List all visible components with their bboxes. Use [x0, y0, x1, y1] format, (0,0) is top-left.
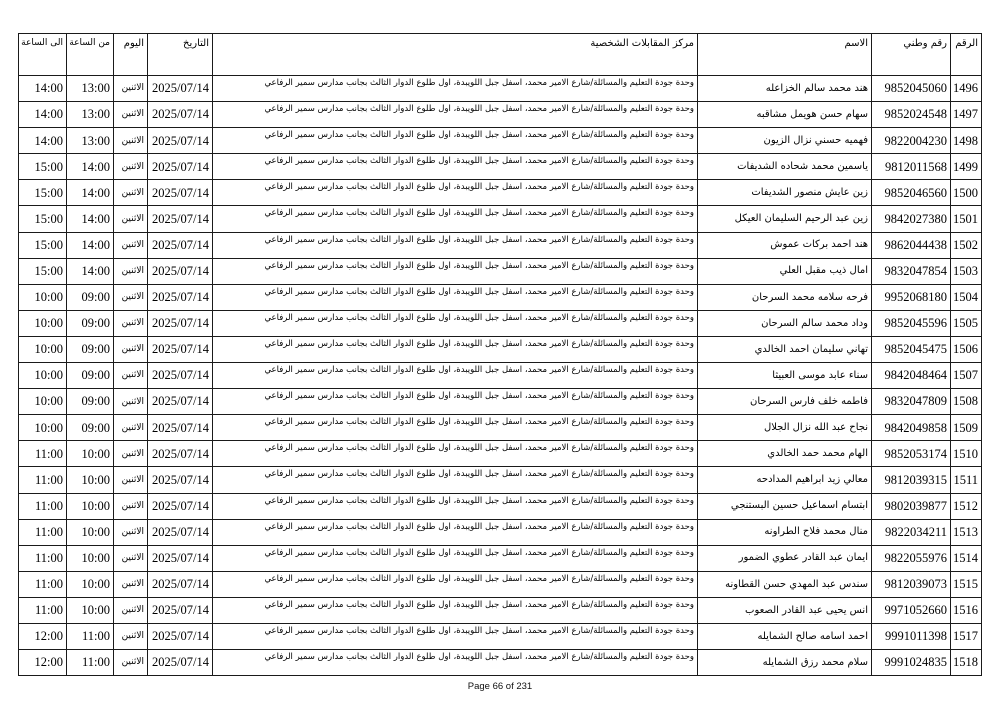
cell-interview-center: وحدة جودة التعليم والمسائلة/شارع الامير محمد، اسفل جبل اللويبدة، اول طلوع الدوار الثالث بجانب مدارس سمير الرفاعي [212, 259, 697, 285]
cell-date: 2025/07/14 [147, 102, 212, 128]
cell-name: هند محمد سالم الخزاعله [697, 76, 871, 102]
cell-name: وداد محمد سالم السرحان [697, 311, 871, 337]
cell-to-time: 11:00 [18, 598, 66, 624]
header-interview-center: مركز المقابلات الشخصية [212, 34, 697, 76]
cell-national-id: 9802039877 [871, 494, 950, 520]
cell-to-time: 11:00 [18, 441, 66, 467]
cell-row-number: 1496 [950, 76, 981, 102]
cell-day: الاثنين [113, 520, 147, 546]
cell-day: الاثنين [113, 572, 147, 598]
header-row-number: الرقم [950, 34, 981, 76]
cell-national-id: 9822034211 [871, 520, 950, 546]
cell-name: فرحه سلامه محمد السرحان [697, 285, 871, 311]
cell-from-time: 14:00 [66, 180, 113, 206]
cell-interview-center: وحدة جودة التعليم والمسائلة/شارع الامير محمد، اسفل جبل اللويبدة، اول طلوع الدوار الثالث بجانب مدارس سمير الرفاعي [212, 311, 697, 337]
cell-from-time: 10:00 [66, 572, 113, 598]
cell-day: الاثنين [113, 546, 147, 572]
cell-to-time: 12:00 [18, 650, 66, 676]
cell-date: 2025/07/14 [147, 180, 212, 206]
cell-national-id: 9952068180 [871, 285, 950, 311]
cell-row-number: 1506 [950, 337, 981, 363]
cell-day: الاثنين [113, 598, 147, 624]
cell-date: 2025/07/14 [147, 233, 212, 259]
cell-row-number: 1504 [950, 285, 981, 311]
cell-national-id: 9832047854 [871, 259, 950, 285]
cell-interview-center: وحدة جودة التعليم والمسائلة/شارع الامير محمد، اسفل جبل اللويبدة، اول طلوع الدوار الثالث بجانب مدارس سمير الرفاعي [212, 285, 697, 311]
cell-to-time: 15:00 [18, 154, 66, 180]
cell-date: 2025/07/14 [147, 337, 212, 363]
cell-date: 2025/07/14 [147, 546, 212, 572]
page-footer: Page 66 of 231 [467, 681, 533, 692]
cell-to-time: 12:00 [18, 624, 66, 650]
cell-date: 2025/07/14 [147, 598, 212, 624]
cell-national-id: 9862044438 [871, 233, 950, 259]
cell-interview-center: وحدة جودة التعليم والمسائلة/شارع الامير محمد، اسفل جبل اللويبدة، اول طلوع الدوار الثالث بجانب مدارس سمير الرفاعي [212, 154, 697, 180]
cell-from-time: 10:00 [66, 598, 113, 624]
cell-national-id: 9852045060 [871, 76, 950, 102]
cell-interview-center: وحدة جودة التعليم والمسائلة/شارع الامير محمد، اسفل جبل اللويبدة، اول طلوع الدوار الثالث بجانب مدارس سمير الرفاعي [212, 572, 697, 598]
cell-from-time: 09:00 [66, 389, 113, 415]
cell-to-time: 15:00 [18, 233, 66, 259]
cell-from-time: 13:00 [66, 76, 113, 102]
cell-national-id: 9991024835 [871, 650, 950, 676]
cell-from-time: 10:00 [66, 520, 113, 546]
cell-from-time: 09:00 [66, 311, 113, 337]
cell-day: الاثنين [113, 311, 147, 337]
cell-from-time: 09:00 [66, 363, 113, 389]
cell-to-time: 11:00 [18, 467, 66, 493]
cell-name: انس يحيى عبد القادر الصعوب [697, 598, 871, 624]
cell-date: 2025/07/14 [147, 259, 212, 285]
cell-to-time: 10:00 [18, 363, 66, 389]
cell-row-number: 1518 [950, 650, 981, 676]
cell-to-time: 14:00 [18, 102, 66, 128]
cell-to-time: 11:00 [18, 494, 66, 520]
cell-day: الاثنين [113, 467, 147, 493]
cell-row-number: 1517 [950, 624, 981, 650]
cell-name: الهام محمد حمد الخالدي [697, 441, 871, 467]
cell-national-id: 9842048464 [871, 363, 950, 389]
cell-national-id: 9852045596 [871, 311, 950, 337]
cell-row-number: 1503 [950, 259, 981, 285]
cell-row-number: 1499 [950, 154, 981, 180]
cell-name: فاطمه خلف فارس السرحان [697, 389, 871, 415]
cell-row-number: 1512 [950, 494, 981, 520]
cell-national-id: 9822055976 [871, 546, 950, 572]
cell-name: سناء عابد موسى العبيثا [697, 363, 871, 389]
cell-from-time: 14:00 [66, 259, 113, 285]
cell-row-number: 1498 [950, 128, 981, 154]
cell-national-id: 9842027380 [871, 206, 950, 232]
cell-day: الاثنين [113, 128, 147, 154]
cell-to-time: 11:00 [18, 572, 66, 598]
cell-row-number: 1508 [950, 389, 981, 415]
cell-name: تهاني سليمان احمد الخالدي [697, 337, 871, 363]
cell-interview-center: وحدة جودة التعليم والمسائلة/شارع الامير محمد، اسفل جبل اللويبدة، اول طلوع الدوار الثالث بجانب مدارس سمير الرفاعي [212, 102, 697, 128]
cell-to-time: 10:00 [18, 285, 66, 311]
cell-row-number: 1509 [950, 415, 981, 441]
cell-row-number: 1515 [950, 572, 981, 598]
cell-interview-center: وحدة جودة التعليم والمسائلة/شارع الامير محمد، اسفل جبل اللويبدة، اول طلوع الدوار الثالث بجانب مدارس سمير الرفاعي [212, 624, 697, 650]
cell-name: سندس عبد المهدي حسن القطاونه [697, 572, 871, 598]
header-to-time: الى الساعة [18, 34, 66, 76]
cell-from-time: 09:00 [66, 285, 113, 311]
cell-from-time: 14:00 [66, 233, 113, 259]
cell-date: 2025/07/14 [147, 441, 212, 467]
cell-name: امال ذيب مقبل العلي [697, 259, 871, 285]
cell-row-number: 1505 [950, 311, 981, 337]
cell-interview-center: وحدة جودة التعليم والمسائلة/شارع الامير محمد، اسفل جبل اللويبدة، اول طلوع الدوار الثالث بجانب مدارس سمير الرفاعي [212, 128, 697, 154]
cell-date: 2025/07/14 [147, 467, 212, 493]
schedule-table [18, 33, 982, 676]
cell-day: الاثنين [113, 494, 147, 520]
cell-to-time: 15:00 [18, 259, 66, 285]
cell-from-time: 10:00 [66, 546, 113, 572]
cell-national-id: 9971052660 [871, 598, 950, 624]
cell-row-number: 1516 [950, 598, 981, 624]
cell-day: الاثنين [113, 337, 147, 363]
cell-from-time: 11:00 [66, 624, 113, 650]
cell-to-time: 11:00 [18, 520, 66, 546]
cell-day: الاثنين [113, 259, 147, 285]
cell-name: احمد اسامه صالح الشمايله [697, 624, 871, 650]
cell-from-time: 09:00 [66, 337, 113, 363]
cell-to-time: 11:00 [18, 546, 66, 572]
cell-day: الاثنين [113, 102, 147, 128]
cell-day: الاثنين [113, 415, 147, 441]
cell-row-number: 1514 [950, 546, 981, 572]
cell-to-time: 14:00 [18, 128, 66, 154]
cell-day: الاثنين [113, 363, 147, 389]
cell-day: الاثنين [113, 206, 147, 232]
cell-from-time: 14:00 [66, 154, 113, 180]
cell-national-id: 9812011568 [871, 154, 950, 180]
cell-date: 2025/07/14 [147, 389, 212, 415]
cell-to-time: 10:00 [18, 415, 66, 441]
cell-name: زين عايش منصور الشديفات [697, 180, 871, 206]
cell-date: 2025/07/14 [147, 494, 212, 520]
cell-interview-center: وحدة جودة التعليم والمسائلة/شارع الامير محمد، اسفل جبل اللويبدة، اول طلوع الدوار الثالث بجانب مدارس سمير الرفاعي [212, 520, 697, 546]
cell-name: ابتسام اسماعيل حسين البستنجي [697, 494, 871, 520]
cell-interview-center: وحدة جودة التعليم والمسائلة/شارع الامير محمد، اسفل جبل اللويبدة، اول طلوع الدوار الثالث بجانب مدارس سمير الرفاعي [212, 389, 697, 415]
cell-to-time: 15:00 [18, 180, 66, 206]
cell-day: الاثنين [113, 650, 147, 676]
header-date: التاريخ [147, 34, 212, 76]
cell-from-time: 10:00 [66, 441, 113, 467]
cell-interview-center: وحدة جودة التعليم والمسائلة/شارع الامير محمد، اسفل جبل اللويبدة، اول طلوع الدوار الثالث بجانب مدارس سمير الرفاعي [212, 363, 697, 389]
cell-interview-center: وحدة جودة التعليم والمسائلة/شارع الامير محمد، اسفل جبل اللويبدة، اول طلوع الدوار الثالث بجانب مدارس سمير الرفاعي [212, 233, 697, 259]
cell-date: 2025/07/14 [147, 128, 212, 154]
cell-from-time: 10:00 [66, 467, 113, 493]
cell-national-id: 9852046560 [871, 180, 950, 206]
header-national-id: رقم وطني [871, 34, 950, 76]
cell-to-time: 10:00 [18, 337, 66, 363]
cell-day: الاثنين [113, 233, 147, 259]
cell-name: نجاح عبد الله نزال الجلال [697, 415, 871, 441]
cell-name: هند احمد بركات عموش [697, 233, 871, 259]
cell-day: الاثنين [113, 285, 147, 311]
cell-name: سلام محمد رزق الشمايله [697, 650, 871, 676]
cell-date: 2025/07/14 [147, 572, 212, 598]
cell-name: منال محمد فلاح الطراونه [697, 520, 871, 546]
cell-day: الاثنين [113, 76, 147, 102]
cell-name: فهميه حسني نزال الزيون [697, 128, 871, 154]
cell-interview-center: وحدة جودة التعليم والمسائلة/شارع الامير محمد، اسفل جبل اللويبدة، اول طلوع الدوار الثالث بجانب مدارس سمير الرفاعي [212, 650, 697, 676]
cell-row-number: 1502 [950, 233, 981, 259]
cell-from-time: 10:00 [66, 494, 113, 520]
cell-date: 2025/07/14 [147, 624, 212, 650]
cell-to-time: 14:00 [18, 76, 66, 102]
cell-national-id: 9842049858 [871, 415, 950, 441]
cell-to-time: 15:00 [18, 206, 66, 232]
cell-row-number: 1510 [950, 441, 981, 467]
cell-to-time: 10:00 [18, 389, 66, 415]
cell-day: الاثنين [113, 389, 147, 415]
cell-from-time: 09:00 [66, 415, 113, 441]
cell-interview-center: وحدة جودة التعليم والمسائلة/شارع الامير محمد، اسفل جبل اللويبدة، اول طلوع الدوار الثالث بجانب مدارس سمير الرفاعي [212, 494, 697, 520]
cell-interview-center: وحدة جودة التعليم والمسائلة/شارع الامير محمد، اسفل جبل اللويبدة، اول طلوع الدوار الثالث بجانب مدارس سمير الرفاعي [212, 546, 697, 572]
cell-national-id: 9832047809 [871, 389, 950, 415]
cell-national-id: 9991011398 [871, 624, 950, 650]
cell-row-number: 1497 [950, 102, 981, 128]
cell-interview-center: وحدة جودة التعليم والمسائلة/شارع الامير محمد، اسفل جبل اللويبدة، اول طلوع الدوار الثالث بجانب مدارس سمير الرفاعي [212, 441, 697, 467]
cell-day: الاثنين [113, 441, 147, 467]
cell-from-time: 14:00 [66, 206, 113, 232]
cell-interview-center: وحدة جودة التعليم والمسائلة/شارع الامير محمد، اسفل جبل اللويبدة، اول طلوع الدوار الثالث بجانب مدارس سمير الرفاعي [212, 337, 697, 363]
cell-interview-center: وحدة جودة التعليم والمسائلة/شارع الامير محمد، اسفل جبل اللويبدة، اول طلوع الدوار الثالث بجانب مدارس سمير الرفاعي [212, 415, 697, 441]
header-from-time: من الساعة [66, 34, 113, 76]
cell-to-time: 10:00 [18, 311, 66, 337]
cell-day: الاثنين [113, 624, 147, 650]
cell-date: 2025/07/14 [147, 206, 212, 232]
cell-name: زين عبد الرحيم السليمان العيكل [697, 206, 871, 232]
cell-name: معالي زيد ابراهيم المدادحه [697, 467, 871, 493]
cell-row-number: 1513 [950, 520, 981, 546]
cell-date: 2025/07/14 [147, 520, 212, 546]
cell-national-id: 9812039315 [871, 467, 950, 493]
cell-national-id: 9852045475 [871, 337, 950, 363]
cell-interview-center: وحدة جودة التعليم والمسائلة/شارع الامير محمد، اسفل جبل اللويبدة، اول طلوع الدوار الثالث بجانب مدارس سمير الرفاعي [212, 467, 697, 493]
cell-row-number: 1500 [950, 180, 981, 206]
cell-interview-center: وحدة جودة التعليم والمسائلة/شارع الامير محمد، اسفل جبل اللويبدة، اول طلوع الدوار الثالث بجانب مدارس سمير الرفاعي [212, 598, 697, 624]
cell-national-id: 9852024548 [871, 102, 950, 128]
cell-interview-center: وحدة جودة التعليم والمسائلة/شارع الامير محمد، اسفل جبل اللويبدة، اول طلوع الدوار الثالث بجانب مدارس سمير الرفاعي [212, 206, 697, 232]
cell-national-id: 9812039073 [871, 572, 950, 598]
cell-day: الاثنين [113, 180, 147, 206]
cell-national-id: 9822004230 [871, 128, 950, 154]
cell-date: 2025/07/14 [147, 76, 212, 102]
header-day: اليوم [113, 34, 147, 76]
cell-date: 2025/07/14 [147, 285, 212, 311]
cell-interview-center: وحدة جودة التعليم والمسائلة/شارع الامير محمد، اسفل جبل اللويبدة، اول طلوع الدوار الثالث بجانب مدارس سمير الرفاعي [212, 76, 697, 102]
cell-interview-center: وحدة جودة التعليم والمسائلة/شارع الامير محمد، اسفل جبل اللويبدة، اول طلوع الدوار الثالث بجانب مدارس سمير الرفاعي [212, 180, 697, 206]
cell-row-number: 1501 [950, 206, 981, 232]
cell-from-time: 13:00 [66, 128, 113, 154]
cell-date: 2025/07/14 [147, 415, 212, 441]
header-name: الاسم [697, 34, 871, 76]
cell-name: ياسمين محمد شحاده الشديفات [697, 154, 871, 180]
cell-from-time: 13:00 [66, 102, 113, 128]
cell-name: ايمان عبد القادر عطوي الضمور [697, 546, 871, 572]
cell-day: الاثنين [113, 154, 147, 180]
cell-date: 2025/07/14 [147, 650, 212, 676]
cell-name: سهام حسن هويمل مشاقبه [697, 102, 871, 128]
cell-date: 2025/07/14 [147, 311, 212, 337]
cell-from-time: 11:00 [66, 650, 113, 676]
cell-date: 2025/07/14 [147, 363, 212, 389]
cell-row-number: 1507 [950, 363, 981, 389]
cell-national-id: 9852053174 [871, 441, 950, 467]
cell-date: 2025/07/14 [147, 154, 212, 180]
cell-row-number: 1511 [950, 467, 981, 493]
